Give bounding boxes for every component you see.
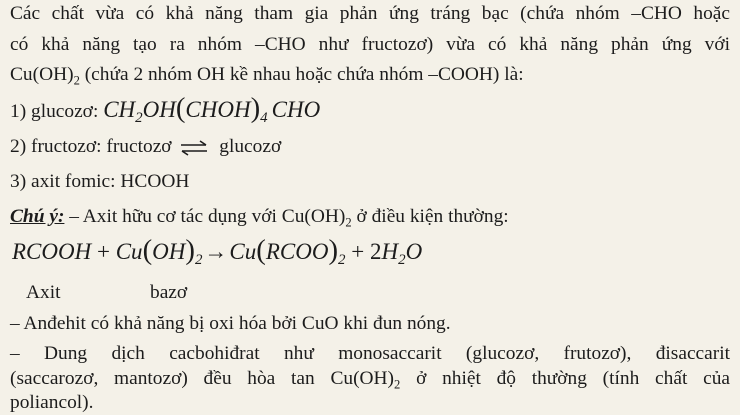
formula-part: CH [103,97,136,122]
label-text: bazơ [150,282,188,303]
item-label: 2) fructozơ: fructozơ [10,136,172,157]
paragraph-text: có khả năng tạo ra nhóm –CHO như fructozơ) vừa có khả năng phản ứng với [10,34,730,55]
formula-part: OH [142,97,176,122]
paren: ) [185,234,195,266]
paren: ( [142,234,153,266]
bullet-carbohydrate-line-3 [10,391,93,415]
item-fructose [10,135,281,159]
paragraph-text: (chứa 2 nhóm OH kề nhau hoặc chứa nhóm –COOH) là: [79,64,524,85]
label-base [150,281,187,305]
paren: ( [256,234,266,266]
item-formic-acid [10,170,189,194]
formula-text: Cu(OH) [10,64,74,85]
subscript: 2 [73,73,80,88]
item-label: 1) glucozơ: [10,101,104,122]
formula-part: CHOH [185,97,251,122]
formula-part: Cu [229,239,257,264]
bullet-text: – Anđehit có khả năng bị oxi hóa bởi CuO khi đun nóng. [10,313,451,334]
note-text: ở điều kiện thường: [351,206,509,227]
bullet-aldehyde [10,312,451,336]
formula-part: Cu [115,239,143,264]
paren: ( [175,92,186,124]
bullet-text: – Dung dịch cacbohiđrat như monosaccarit (glucozơ, frutozơ), đisaccarit [10,343,730,364]
paragraph-line-1 [10,2,730,26]
subscript: 4 [260,110,268,127]
paragraph-line-2 [10,33,730,57]
formula-part: OH [152,239,186,264]
formula-part: CHO [271,97,321,122]
subscript: 2 [135,110,143,127]
label-acid [26,281,60,305]
subscript: 2 [194,252,203,269]
paren: ) [250,92,261,124]
paren: ) [328,234,339,266]
paragraph-text: Các chất vừa có khả năng tham gia phản ứng tráng bạc (chứa nhóm –CHO hoặc [10,3,730,24]
subscript: 2 [398,252,406,269]
equilibrium-arrows-icon [180,140,208,156]
paragraph-line-3 [10,63,524,87]
bullet-carbohydrate-line-1 [10,342,730,366]
formula-part: RCOO [265,239,329,264]
item-value: glucozơ [219,136,282,157]
reaction-equation [12,234,423,269]
bullet-carbohydrate-line-2 [10,367,730,391]
note-title: Chú ý: [10,206,65,227]
operator: + [91,239,116,264]
item-glucose [10,92,321,127]
formula-part: O [405,239,423,264]
item-label: 3) axit fomic: HCOOH [10,171,190,192]
subscript: 2 [338,252,346,269]
formula-part: RCOOH [12,239,92,264]
bullet-text: poliancol). [10,392,94,413]
note-text: – Axit hữu cơ tác dụng với Cu(OH) [64,206,346,227]
formula-part: H [381,239,399,264]
glucose-formula [103,92,321,127]
note-line [10,205,509,229]
label-text: Axit [26,282,61,303]
bullet-text: (saccarozơ, mantozơ) đều hòa tan Cu(OH) [10,368,395,389]
subscript: 2 [345,215,352,230]
subscript: 2 [394,377,401,392]
operator: + 2 [345,239,382,264]
bullet-text: ở nhiệt độ thường (tính chất của [400,368,730,389]
reaction-arrow-icon: → [204,239,228,264]
